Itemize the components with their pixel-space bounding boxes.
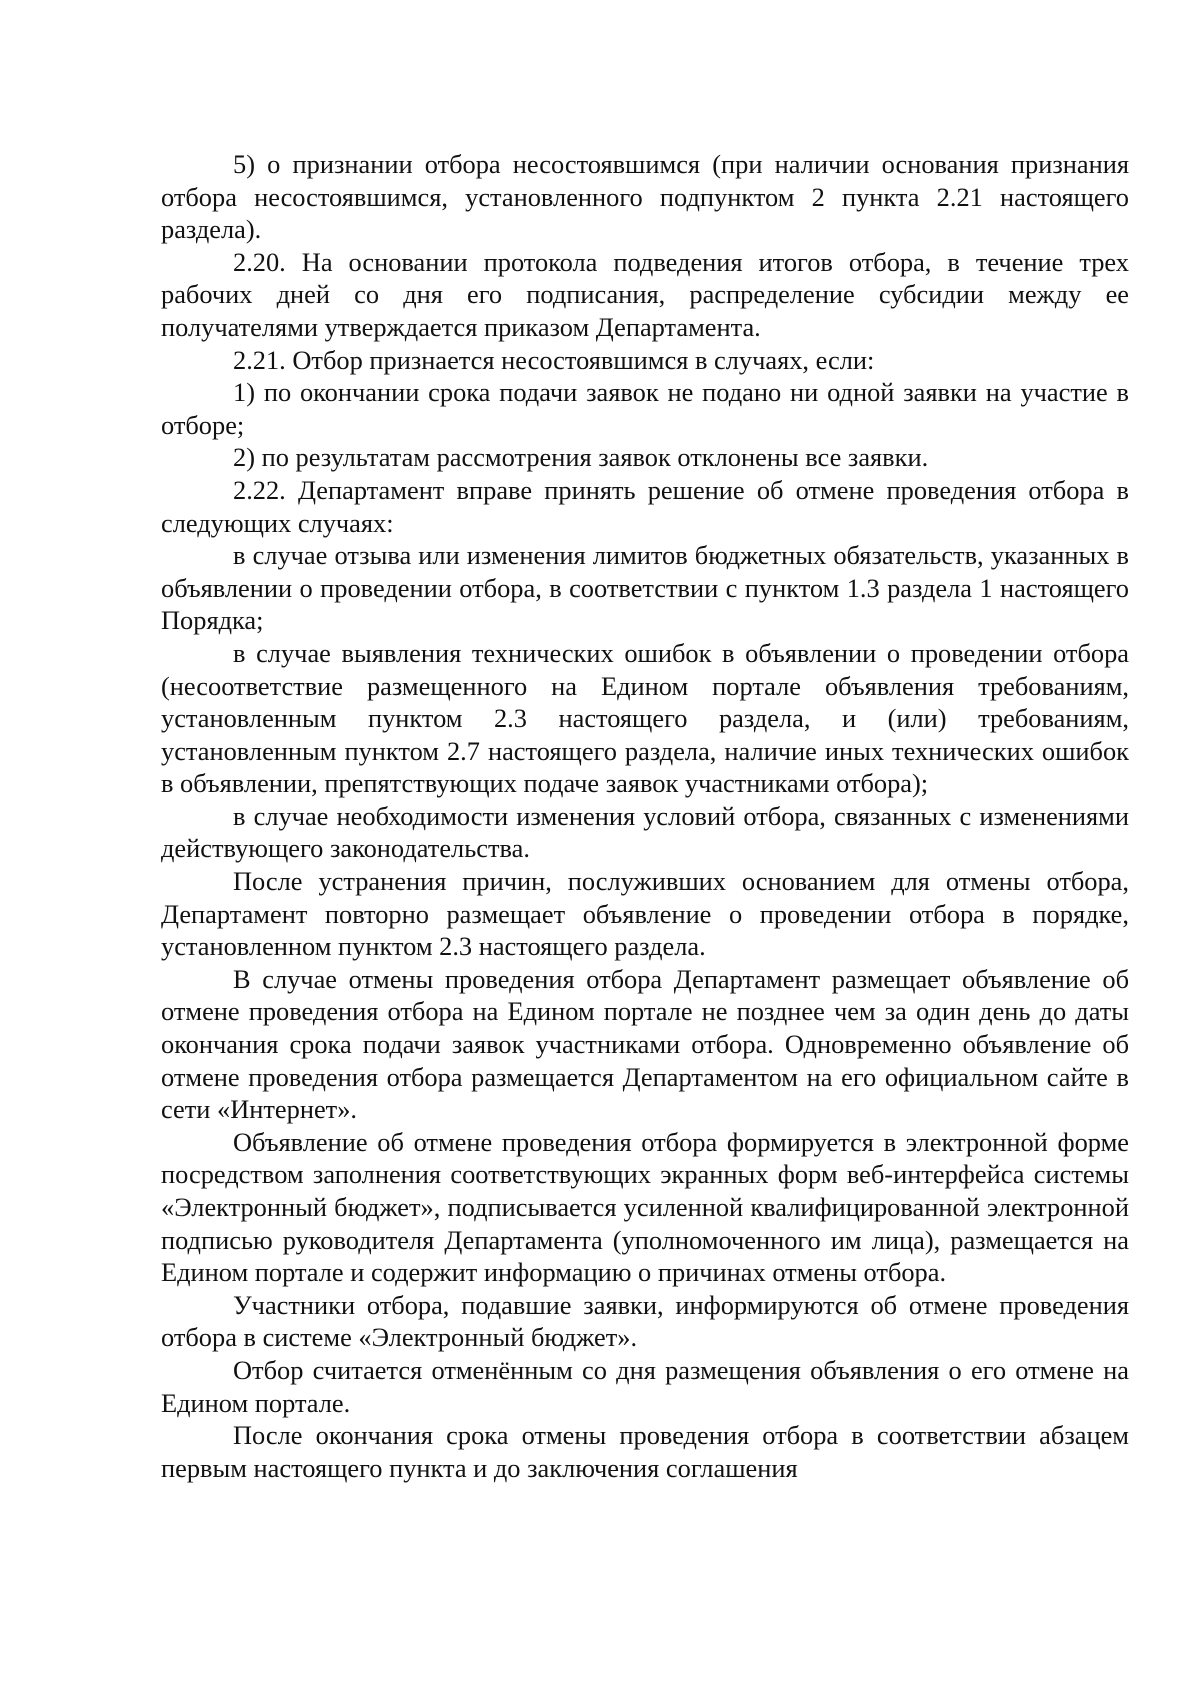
paragraph-after-elimination: После устранения причин, послуживших основанием для отмены отбора, Департамент повторно размещает объявление о проведении отбора в порядке, установленном пунктом 2.3 настоящего раздела. xyxy=(161,866,1129,962)
paragraph-2-21-item-2: 2) по результатам рассмотрения заявок отклонены все заявки. xyxy=(233,442,929,473)
paragraph-cancellation-notice: В случае отмены проведения отбора Департамент размещает объявление об отмене проведения отбора на Едином портале не позднее чем за один день до даты окончания срока подачи заявок участниками отбора. Одновременно объявление об отмене проведения отбора размещается Департаментом на его официальном сайте в сети «Интернет». xyxy=(161,963,1129,1125)
paragraph-2-22: 2.22. Департамент вправе принять решение об отмене проведения отбора в следующих случаях: xyxy=(161,474,1129,538)
paragraph-case-legislation: в случае необходимости изменения условий отбора, связанных с изменениями действующего законодательства. xyxy=(161,800,1129,864)
paragraph-2-21: 2.21. Отбор признается несостоявшимся в случаях, если: xyxy=(233,344,875,375)
paragraph-item-5: 5) о признании отбора несостоявшимся (при наличии основания признания отбора несостоявшимся, установленного подпунктом 2 пункта 2.21 настоящего раздела). xyxy=(161,149,1129,245)
paragraph-2-21-item-1: 1) по окончании срока подачи заявок не подано ни одной заявки на участие в отборе; xyxy=(161,377,1129,440)
paragraph-participants-informed: Участники отбора, подавшие заявки, информируются об отмене проведения отбора в системе «Электронный бюджет». xyxy=(161,1289,1129,1353)
paragraph-after-cancellation: После окончания срока отмены проведения отбора в соответствии абзацем первым настоящего пункта и до заключения соглашения xyxy=(161,1420,1129,1483)
paragraph-cancelled-date: Отбор считается отменённым со дня размещения объявления о его отмене на Едином портале. xyxy=(161,1354,1129,1418)
document-body xyxy=(161,148,1129,1484)
paragraph-notice-form: Объявление об отмене проведения отбора формируется в электронной форме посредством заполнения соответствующих экранных форм веб-интерфейса системы «Электронный бюджет», подписывается усиленной квалифицированной электронной подписью руководителя Департамента (уполномоченного им лица), размещается на Едином портале и содержит информацию о причинах отмены отбора. xyxy=(161,1126,1129,1288)
paragraph-case-technical-errors: в случае выявления технических ошибок в объявлении о проведении отбора (несоответствие размещенного на Едином портале объявления требованиям, установленным пунктом 2.3 настоящего раздела, и (или) требованиям, установленным пунктом 2.7 настоящего раздела, наличие иных технических ошибок в объявлении, препятствующих подаче заявок участниками отбора); xyxy=(161,637,1129,799)
paragraph-case-limits: в случае отзыва или изменения лимитов бюджетных обязательств, указанных в объявлении о проведении отбора, в соответствии с пунктом 1.3 раздела 1 настоящего Порядка; xyxy=(161,540,1129,636)
paragraph-2-20: 2.20. На основании протокола подведения итогов отбора, в течение трех рабочих дней со дня его подписания, распределение субсидии между ее получателями утверждается приказом Департамента. xyxy=(161,246,1129,342)
